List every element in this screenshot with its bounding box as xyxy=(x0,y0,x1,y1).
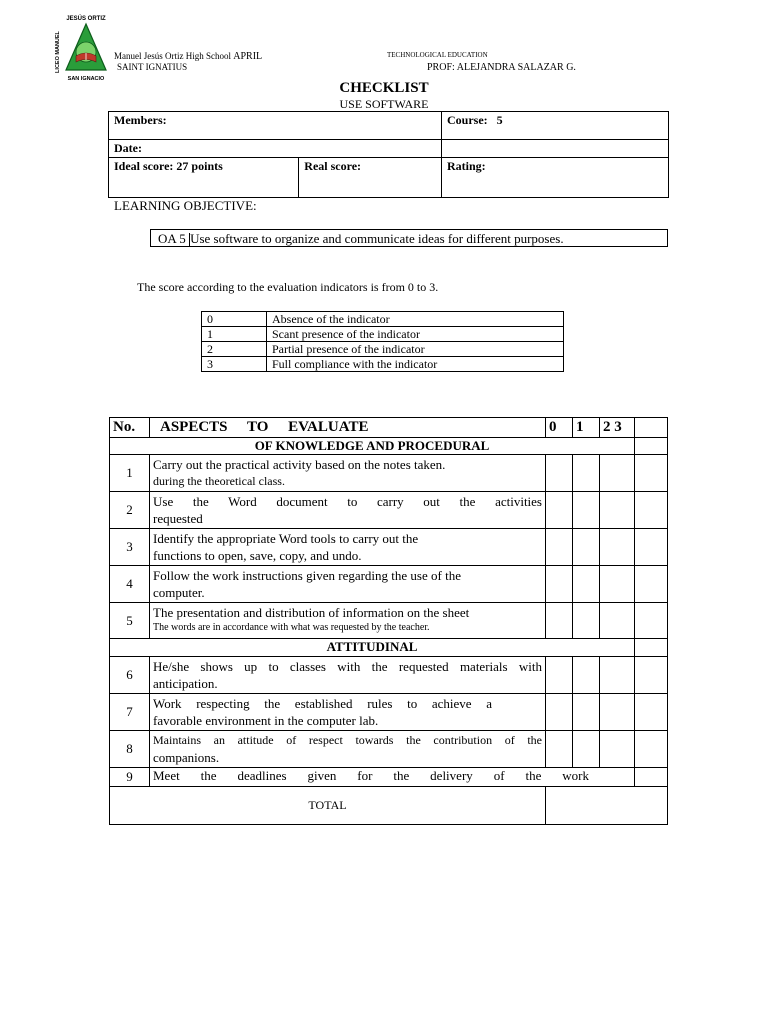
real-score-label: Real score: xyxy=(304,159,362,173)
scale-meaning: Absence of the indicator xyxy=(267,312,564,327)
logo-text-top: JESÚS ORTIZ xyxy=(66,16,106,22)
item-number: 1 xyxy=(110,455,150,492)
score-cell-0[interactable] xyxy=(546,731,573,768)
section-knowledge: OF KNOWLEDGE AND PROCEDURAL xyxy=(110,438,635,455)
item-description xyxy=(150,657,546,694)
table-row xyxy=(110,603,668,639)
date-cell[interactable] xyxy=(109,140,442,158)
item-line2: requested xyxy=(153,511,203,526)
department-label: TECHNOLOGICAL EDUCATION xyxy=(387,51,488,59)
item-line1: Use the Word document to carry out the activities xyxy=(153,494,542,509)
total-value-cell[interactable] xyxy=(546,787,668,825)
item-number: 9 xyxy=(110,768,150,787)
scale-row xyxy=(202,342,564,357)
score-cell-3[interactable] xyxy=(635,657,668,694)
ideal-score-cell xyxy=(109,158,299,198)
date-label: Date: xyxy=(114,141,142,155)
col-0-header: 0 xyxy=(546,418,573,438)
item-line2: during the theoretical class. xyxy=(153,474,285,488)
score-cell-3[interactable] xyxy=(635,455,668,492)
item-number: 6 xyxy=(110,657,150,694)
item-line2: favorable environment in the computer lab. xyxy=(153,713,379,728)
score-cell-1[interactable] xyxy=(573,731,600,768)
score-cell-2[interactable] xyxy=(600,694,635,731)
section-attitudinal: ATTITUDINAL xyxy=(110,639,635,657)
info-table xyxy=(108,111,669,198)
score-cell-0[interactable] xyxy=(546,492,573,529)
score-cell-2[interactable] xyxy=(600,529,635,566)
table-row xyxy=(110,492,668,529)
item-line1: Identify the appropriate Word tools to carry out the xyxy=(153,531,419,546)
table-row xyxy=(110,694,668,731)
score-cell-3[interactable] xyxy=(635,566,668,603)
score-cell-2[interactable] xyxy=(600,492,635,529)
scale-row xyxy=(202,357,564,372)
header-row xyxy=(110,418,668,438)
course-label: Course: xyxy=(447,113,488,127)
score-cell-1[interactable] xyxy=(573,492,600,529)
objective-box xyxy=(150,229,668,247)
scale-row xyxy=(202,327,564,342)
course-cell[interactable] xyxy=(442,112,669,140)
item-line2: anticipation. xyxy=(153,676,218,691)
scale-score: 0 xyxy=(202,312,267,327)
table-row xyxy=(110,455,668,492)
item-line1: Follow the work instructions given regarding the use of the xyxy=(153,568,461,583)
item-line1: Maintains an attitude of respect towards the contribution of the xyxy=(153,733,542,747)
item-description xyxy=(150,603,546,639)
item-number: 2 xyxy=(110,492,150,529)
item-description xyxy=(150,768,635,787)
item-number: 7 xyxy=(110,694,150,731)
score-cell-0[interactable] xyxy=(546,694,573,731)
score-cell-3[interactable] xyxy=(635,492,668,529)
score-note: The score according to the evaluation indicators is from 0 to 3. xyxy=(137,280,439,294)
section-row xyxy=(110,438,668,455)
score-cell-2[interactable] xyxy=(600,566,635,603)
logo-text-bottom: SAN IGNACIO xyxy=(67,76,105,82)
table-row xyxy=(110,566,668,603)
score-cell-0[interactable] xyxy=(546,529,573,566)
col-no-header: No. xyxy=(110,418,150,438)
item-number: 4 xyxy=(110,566,150,603)
learning-objective-label: LEARNING OBJECTIVE: xyxy=(114,198,257,213)
rating-label: Rating: xyxy=(447,159,486,173)
item-line2: computer. xyxy=(153,585,205,600)
scale-meaning: Partial presence of the indicator xyxy=(267,342,564,357)
score-cell-1[interactable] xyxy=(573,694,600,731)
item-description xyxy=(150,731,546,768)
score-cell-3[interactable] xyxy=(635,731,668,768)
score-cell-0[interactable] xyxy=(546,455,573,492)
scale-meaning: Full compliance with the indicator xyxy=(267,357,564,372)
rating-cell[interactable] xyxy=(442,158,669,198)
item-line2: companions. xyxy=(153,750,220,765)
score-cell-3[interactable] xyxy=(635,603,668,639)
scale-score: 1 xyxy=(202,327,267,342)
section-row xyxy=(110,639,668,657)
col-extra-header xyxy=(635,418,668,438)
item-description xyxy=(150,566,546,603)
item-line2: functions to open, save, copy, and undo. xyxy=(153,548,362,563)
item-line1: Carry out the practical activity based on the notes taken. xyxy=(153,457,446,472)
score-cell-0[interactable] xyxy=(546,566,573,603)
date-spare-cell xyxy=(442,140,669,158)
objective-text: Use software to organize and communicate ideas for different purposes. xyxy=(190,231,564,246)
item-line1: He/she shows up to classes with the requested materials with xyxy=(153,659,542,674)
table-row xyxy=(110,657,668,694)
score-cell-0[interactable] xyxy=(546,603,573,639)
scale-score: 2 xyxy=(202,342,267,357)
score-cell-2[interactable] xyxy=(600,731,635,768)
school-logo xyxy=(52,12,114,84)
item-number: 3 xyxy=(110,529,150,566)
checklist-table xyxy=(109,417,668,825)
score-cell-1[interactable] xyxy=(573,455,600,492)
school-name xyxy=(114,51,262,72)
objective-prefix: OA 5 xyxy=(158,231,190,246)
members-label: Members: xyxy=(114,113,167,127)
score-cell-1[interactable] xyxy=(573,657,600,694)
score-cell-0[interactable] xyxy=(546,657,573,694)
score-cell-1[interactable] xyxy=(573,529,600,566)
page-title: CHECKLIST xyxy=(339,80,429,96)
item-line2: The words are in accordance with what was requested by the teacher. xyxy=(153,622,430,633)
teacher-name: PROF: ALEJANDRA SALAZAR G. xyxy=(427,62,576,73)
scale-meaning: Scant presence of the indicator xyxy=(267,327,564,342)
table-row xyxy=(110,731,668,768)
item-number: 5 xyxy=(110,603,150,639)
item-description xyxy=(150,529,546,566)
item-line1: Meet the deadlines given for the delivery of the work xyxy=(153,768,589,783)
score-cell-2[interactable] xyxy=(600,603,635,639)
item-description xyxy=(150,694,546,731)
score-cell-1[interactable] xyxy=(573,603,600,639)
score-cell-3[interactable] xyxy=(635,529,668,566)
item-line1: Work respecting the established rules to achieve a xyxy=(153,696,492,711)
scale-score: 3 xyxy=(202,357,267,372)
score-cell-1[interactable] xyxy=(573,566,600,603)
item-description xyxy=(150,492,546,529)
school-line2: SAINT IGNATIUS xyxy=(117,62,188,72)
score-cell-2[interactable] xyxy=(600,657,635,694)
item-number: 8 xyxy=(110,731,150,768)
ideal-score: Ideal score: 27 points xyxy=(114,159,223,173)
school-line1-tail: APRIL xyxy=(233,51,263,62)
item-line1: The presentation and distribution of information on the sheet xyxy=(153,605,470,620)
table-row xyxy=(110,529,668,566)
table-row xyxy=(110,768,668,787)
total-label: TOTAL xyxy=(110,787,546,825)
col-23-header: 2 3 xyxy=(600,418,635,438)
total-row xyxy=(110,787,668,825)
scale-table xyxy=(201,311,564,372)
item-description xyxy=(150,455,546,492)
score-cell-3[interactable] xyxy=(635,768,668,787)
col-aspects-header: ASPECTS TO EVALUATE xyxy=(150,418,546,438)
real-score-cell[interactable] xyxy=(299,158,442,198)
page-subtitle: USE SOFTWARE xyxy=(339,97,429,111)
school-line1: Manuel Jesús Ortiz High School xyxy=(114,51,231,61)
scale-row xyxy=(202,312,564,327)
logo-text-left: LICEO MANUEL xyxy=(55,31,61,73)
members-cell[interactable] xyxy=(109,112,442,140)
score-cell-3[interactable] xyxy=(635,694,668,731)
course-value: 5 xyxy=(496,113,503,127)
col-1-header: 1 xyxy=(573,418,600,438)
score-cell-2[interactable] xyxy=(600,455,635,492)
